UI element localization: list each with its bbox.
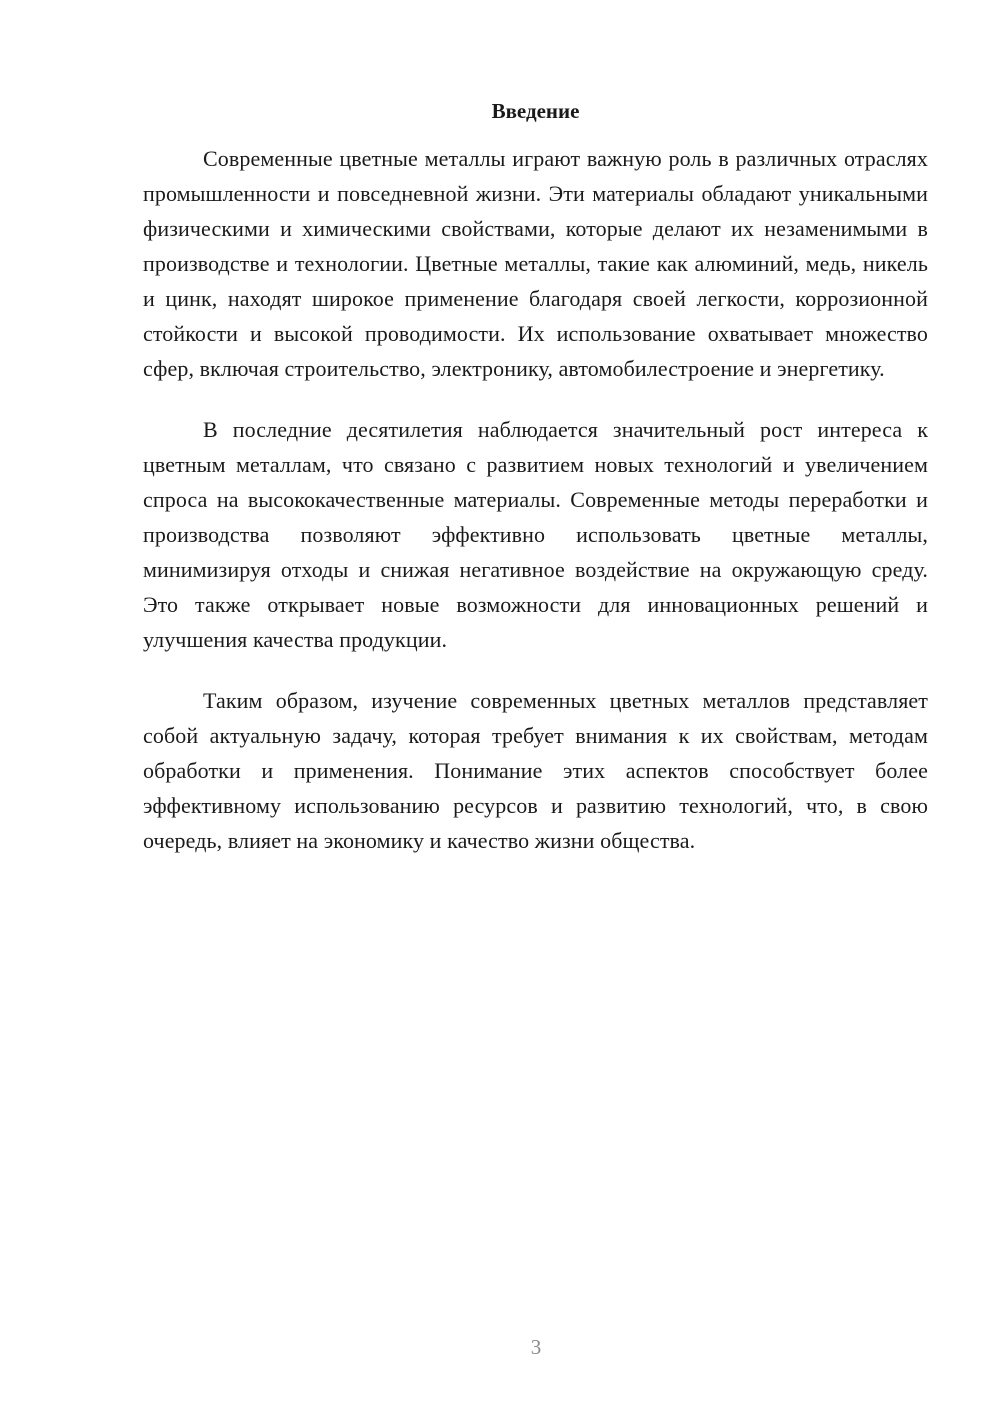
page-number: 3 xyxy=(530,1335,542,1359)
section-heading: Введение xyxy=(491,99,580,123)
page-content xyxy=(143,96,928,884)
paragraph-2: В последние десятилетия наблюдается значительный рост интереса к цветным металлам, что связано с развитием новых технологий и увеличением спроса на высококачественные материалы. Современные методы переработки и производства позволяют эффективно использовать цветные металлы, минимизируя отходы и снижая негативное воздействие на окружающую среду. Это также открывает новые возможности для инновационных решений и улучшения качества продукции. xyxy=(143,417,928,652)
paragraph-3: Таким образом, изучение современных цветных металлов представляет собой актуальную задачу, которая требует внимания к их свойствам, методам обработки и применения. Понимание этих аспектов способствует более эффективному использованию ресурсов и развитию технологий, что, в свою очередь, влияет на экономику и качество жизни общества. xyxy=(143,688,928,853)
paragraph-1: Современные цветные металлы играют важную роль в различных отраслях промышленности и повседневной жизни. Эти материалы обладают уникальными физическими и химическими свойствами, которые делают их незаменимыми в производстве и технологии. Цветные металлы, такие как алюминий, медь, никель и цинк, находят широкое применение благодаря своей легкости, коррозионной стойкости и высокой проводимости. Их использование охватывает множество сфер, включая строительство, электронику, автомобилестроение и энергетику. xyxy=(143,146,928,381)
